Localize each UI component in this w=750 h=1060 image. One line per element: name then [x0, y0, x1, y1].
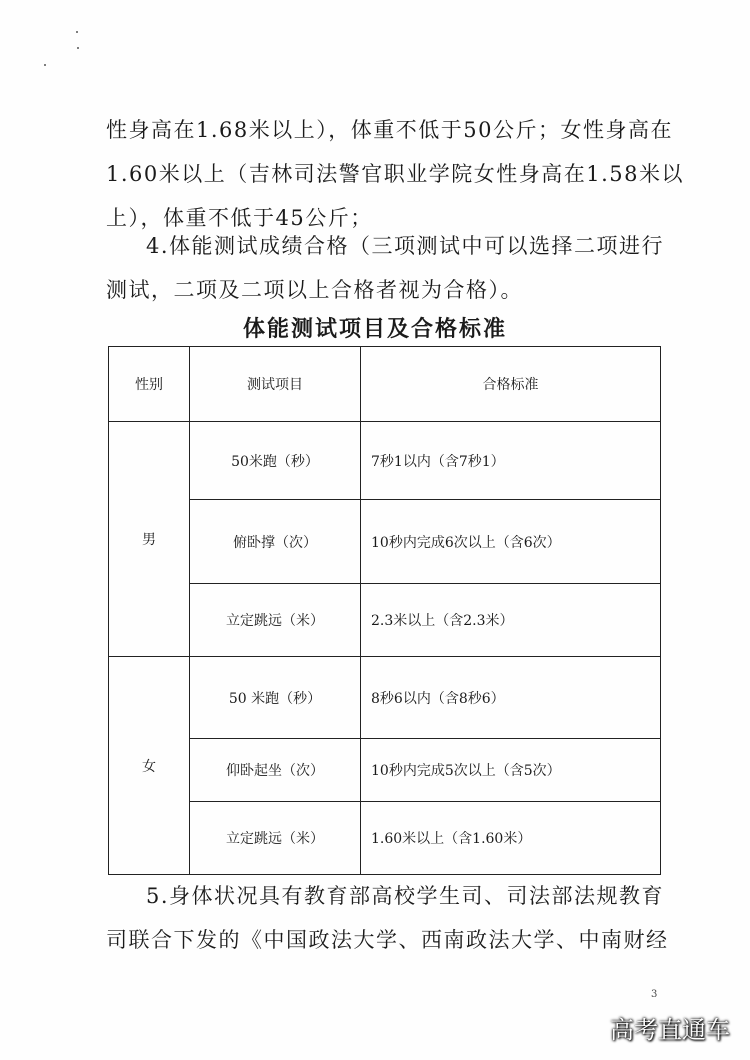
table-row: [109, 657, 661, 739]
paragraph-line: 测试，二项及二项以上合格者视为合格）。: [106, 278, 523, 302]
test-item-cell: 俯卧撑（次）: [190, 500, 361, 584]
scan-speck: [77, 47, 79, 49]
table-row: [109, 802, 661, 875]
gender-cell-female: 女: [109, 657, 190, 875]
test-item-cell: 50 米跑（秒）: [190, 657, 361, 739]
standard-cell: 2.3米以上（含2.3米）: [361, 584, 661, 657]
table-row: [109, 500, 661, 584]
header-standard: 合格标准: [361, 347, 661, 422]
table-header-row: [109, 347, 661, 422]
standard-cell: 1.60米以上（含1.60米）: [361, 802, 661, 875]
test-item-cell: 立定跳远（米）: [190, 802, 361, 875]
table-title: 体能测试项目及合格标准: [242, 317, 507, 342]
header-gender: 性别: [109, 347, 190, 422]
test-item-cell: 仰卧起坐（次）: [190, 739, 361, 802]
scan-speck: [76, 31, 78, 33]
standard-cell: 8秒6以内（含8秒6）: [361, 657, 661, 739]
standard-cell: 10秒内完成6次以上（含6次）: [361, 500, 661, 584]
table-row: [109, 584, 661, 657]
table-row: [109, 422, 661, 500]
standard-cell: 10秒内完成5次以上（含5次）: [361, 739, 661, 802]
paragraph-line: 性身高在1.68米以上），体重不低于50公斤；女性身高在: [106, 118, 673, 142]
test-item-cell: 立定跳远（米）: [190, 584, 361, 657]
table-row: [109, 739, 661, 802]
page-number: 3: [651, 989, 658, 1000]
scan-speck: [44, 64, 46, 66]
watermark-text: 高考直通车: [610, 1016, 730, 1044]
paragraph-line: 1.60米以上（吉林司法警官职业学院女性身高在1.58米以: [106, 162, 685, 186]
standard-cell: 7秒1以内（含7秒1）: [361, 422, 661, 500]
paragraph-line: 4.体能测试成绩合格（三项测试中可以选择二项进行: [146, 234, 665, 258]
test-item-cell: 50米跑（秒）: [190, 422, 361, 500]
fitness-standards-table: [108, 346, 661, 875]
paragraph-line: 司联合下发的《中国政法大学、西南政法大学、中南财经: [106, 928, 669, 952]
gender-cell-male: 男: [109, 422, 190, 657]
paragraph-line: 5.身体状况具有教育部高校学生司、司法部法规教育: [146, 884, 665, 908]
paragraph-line: 上），体重不低于45公斤；: [106, 206, 373, 230]
header-test-item: 测试项目: [190, 347, 361, 422]
